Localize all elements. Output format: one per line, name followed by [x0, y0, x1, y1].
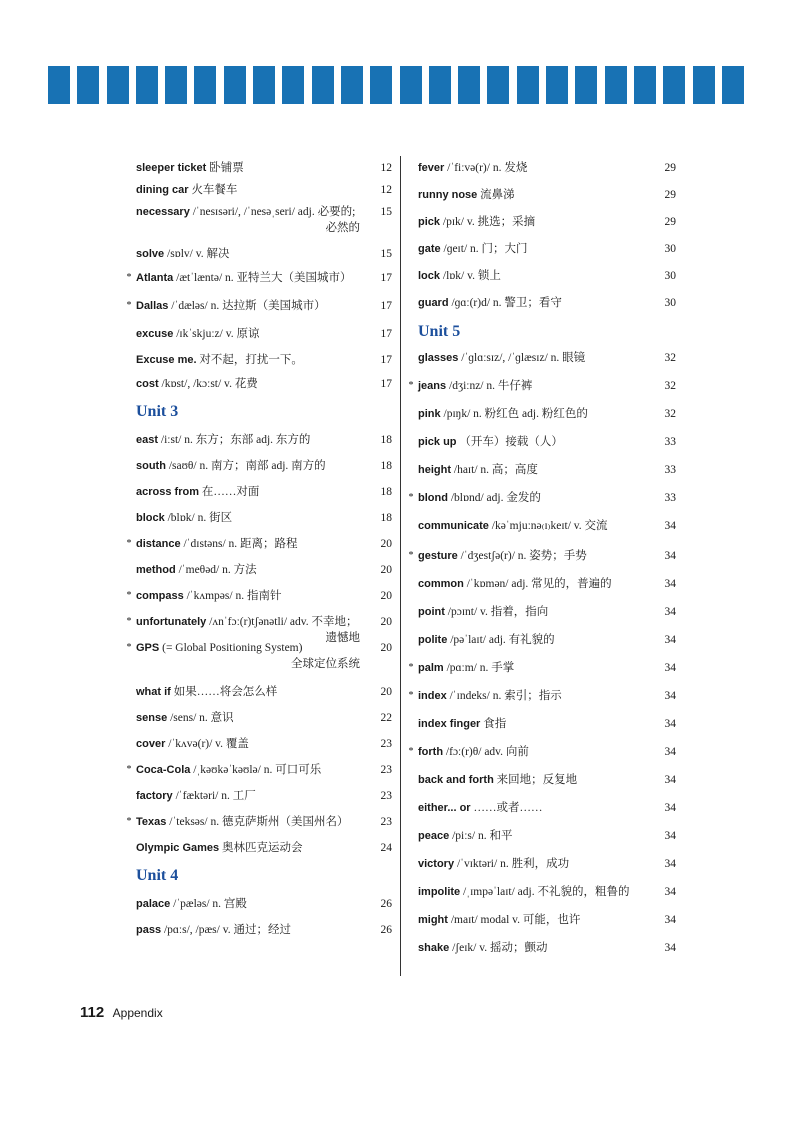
vocab-page-number: 22 — [380, 712, 392, 724]
vocab-page-number: 17 — [380, 328, 392, 340]
vocab-page-number: 32 — [664, 408, 676, 420]
vocab-entry — [406, 378, 676, 406]
vocab-word: solve — [136, 248, 165, 260]
vocab-entry — [406, 160, 676, 187]
vocab-entry — [124, 326, 392, 352]
vocab-page-number: 34 — [664, 550, 676, 562]
vocab-definition: /iːst/ n. 东方；东部 adj. 东方的 — [158, 434, 311, 446]
vocab-definition: /ˈdæləs/ n. 达拉斯（美国城市） — [168, 300, 326, 312]
vocab-definition: /ˈdɪstəns/ n. 距离；路程 — [180, 538, 298, 550]
vocab-entry — [124, 246, 392, 270]
vocab-word: dining car — [136, 184, 189, 196]
vocab-word: back and forth — [418, 774, 494, 786]
vocab-entry — [406, 548, 676, 576]
star-mark-icon: * — [126, 590, 132, 601]
vocab-page-number: 34 — [664, 858, 676, 870]
band-block — [458, 66, 480, 104]
vocab-word: south — [136, 460, 166, 472]
band-block — [575, 66, 597, 104]
vocab-definition: /blɒnd/ adj. 金发的 — [447, 492, 541, 504]
vocab-definition: /ɡɑː(r)d/ n. 警卫；看守 — [448, 297, 562, 309]
vocab-word: either... or — [418, 802, 471, 814]
vocab-word: excuse — [136, 328, 174, 340]
vocab-entry — [406, 214, 676, 241]
vocab-definition: (= Global Positioning System) — [159, 642, 303, 654]
star-mark-icon: * — [126, 642, 132, 653]
vocab-page-number: 30 — [664, 297, 676, 309]
vocab-page-number: 17 — [380, 354, 392, 366]
vocab-page-number: 23 — [380, 764, 392, 776]
vocab-entry — [406, 940, 676, 968]
vocab-word: Coca-Cola — [136, 764, 191, 776]
vocab-word: victory — [418, 858, 455, 870]
header-band — [48, 66, 744, 104]
vocab-entry — [124, 458, 392, 484]
vocab-entry — [406, 688, 676, 716]
vocab-word: shake — [418, 942, 450, 954]
vocab-word: necessary — [136, 206, 190, 218]
vocab-word: blond — [418, 492, 448, 504]
vocab-definition: /ʌnˈfɔː(r)tʃənətli/ adv. 不幸地； — [206, 616, 358, 628]
band-block — [77, 66, 99, 104]
vocab-page-number: 18 — [380, 486, 392, 498]
vocab-entry — [124, 352, 392, 376]
vocab-page-number: 34 — [664, 634, 676, 646]
vocab-page-number: 32 — [664, 380, 676, 392]
vocab-page-number: 12 — [380, 184, 392, 196]
vocab-entry — [124, 510, 392, 536]
vocab-word: method — [136, 564, 176, 576]
vocab-word: sleeper ticket — [136, 162, 207, 174]
footer-label: Appendix — [112, 1006, 163, 1020]
band-block — [48, 66, 70, 104]
vocab-word: lock — [418, 270, 441, 282]
vocab-entry — [124, 736, 392, 762]
vocab-definition: /sɒlv/ v. 解决 — [164, 248, 230, 260]
vocab-page-number: 24 — [380, 842, 392, 854]
vocab-page-number: 34 — [664, 942, 676, 954]
vocab-page-number: 12 — [380, 162, 392, 174]
star-mark-icon: * — [126, 300, 132, 311]
star-mark-icon: * — [126, 272, 132, 283]
band-block — [634, 66, 656, 104]
vocab-word: sense — [136, 712, 168, 724]
vocab-page-number: 34 — [664, 774, 676, 786]
vocab-definition: 来回地；反复地 — [493, 774, 578, 786]
vocab-definition: 对不起，打扰一下。 — [196, 354, 303, 366]
vocab-page-number: 18 — [380, 434, 392, 446]
vocab-definition: /kəˈmjuːnə₍ɪ₎keɪt/ v. 交流 — [488, 520, 608, 532]
vocab-word: palm — [418, 662, 444, 674]
vocab-word: guard — [418, 297, 449, 309]
vocab-definition: /sens/ n. 意识 — [167, 712, 234, 724]
vocab-entry — [406, 884, 676, 912]
vocab-word: pick — [418, 216, 441, 228]
vocab-entry — [124, 788, 392, 814]
vocab-page-number: 33 — [664, 492, 676, 504]
vocab-entry — [406, 518, 676, 548]
vocab-definition: /ˈpæləs/ n. 宫殿 — [170, 898, 247, 910]
vocab-definition: /pɪk/ v. 挑选；采摘 — [440, 216, 536, 228]
band-block — [663, 66, 685, 104]
band-block — [370, 66, 392, 104]
band-block — [487, 66, 509, 104]
vocab-word: factory — [136, 790, 173, 802]
vocab-definition: /ˈnesɪsəri/, /ˈnesəˌseri/ adj. 必要的; — [189, 206, 356, 218]
star-mark-icon: * — [408, 662, 414, 673]
star-mark-icon: * — [126, 764, 132, 775]
vocab-entry — [124, 182, 392, 204]
vocab-definition: /kɒst/, /kɔːst/ v. 花费 — [158, 378, 258, 390]
vocab-page-number: 34 — [664, 520, 676, 532]
vocab-entry — [406, 406, 676, 434]
vocab-definition: /pəˈlaɪt/ adj. 有礼貌的 — [447, 634, 555, 646]
vocab-entry — [124, 762, 392, 788]
vocab-page-number: 32 — [664, 352, 676, 364]
vocab-entry — [124, 432, 392, 458]
vocab-word: east — [136, 434, 159, 446]
vocab-word: unfortunately — [136, 616, 207, 628]
vocab-word: polite — [418, 634, 448, 646]
vocab-entry — [406, 241, 676, 268]
vocab-page-number: 23 — [380, 738, 392, 750]
vocab-word: forth — [418, 746, 444, 758]
vocab-page-number: 20 — [380, 538, 392, 550]
vocab-page-number: 20 — [380, 616, 392, 628]
vocab-page-number: 34 — [664, 802, 676, 814]
vocab-definition: （开车）接载（人） — [456, 436, 563, 448]
band-block — [605, 66, 627, 104]
vocab-definition: 如果……将会怎么样 — [170, 686, 278, 698]
vocab-definition: /ɡeɪt/ n. 门；大门 — [440, 243, 528, 255]
band-block — [400, 66, 422, 104]
vocab-entry — [406, 856, 676, 884]
vocab-word: GPS — [136, 642, 160, 654]
vocab-word: compass — [136, 590, 184, 602]
vocab-definition: /dʒiːnz/ n. 牛仔裤 — [446, 380, 533, 392]
band-block — [194, 66, 216, 104]
vocab-page-number: 34 — [664, 830, 676, 842]
vocab-entry — [406, 912, 676, 940]
vocab-definition: 在……对面 — [198, 486, 260, 498]
vocab-word: pass — [136, 924, 162, 936]
vocab-definition: /ˈfæktəri/ n. 工厂 — [172, 790, 256, 802]
vocab-page-number: 26 — [380, 898, 392, 910]
vocab-page-number: 29 — [664, 162, 676, 174]
vocab-entry — [406, 800, 676, 828]
vocab-page-number: 34 — [664, 886, 676, 898]
vocab-entry — [406, 490, 676, 518]
page-footer — [80, 1004, 163, 1022]
vocab-page-number: 29 — [664, 189, 676, 201]
star-mark-icon: * — [126, 538, 132, 549]
vocab-definition: /pɑːm/ n. 手掌 — [443, 662, 515, 674]
vocab-definition: ……或者…… — [470, 802, 543, 814]
vocab-word: common — [418, 578, 464, 590]
vocab-page-number: 23 — [380, 816, 392, 828]
vocab-word: distance — [136, 538, 181, 550]
vocab-page-number: 34 — [664, 690, 676, 702]
vocab-definition: /ætˈlæntə/ n. 亚特兰大（美国城市） — [173, 272, 352, 284]
vocab-entry — [124, 840, 392, 866]
vocab-entry — [124, 298, 392, 326]
vocab-entry — [124, 814, 392, 840]
vocab-definition: 食指 — [480, 718, 507, 730]
vocab-definition: /ˈvɪktəri/ n. 胜利，成功 — [454, 858, 570, 870]
vocab-page-number: 15 — [380, 206, 392, 218]
vocab-entry — [406, 576, 676, 604]
vocab-definition: 火车餐车 — [188, 184, 238, 196]
vocab-word: index finger — [418, 718, 481, 730]
vocab-page-number: 34 — [664, 718, 676, 730]
star-mark-icon: * — [408, 746, 414, 757]
vocab-column-left — [124, 160, 392, 948]
vocab-definition: /ˈteksəs/ n. 德克萨斯州（美国州名） — [166, 816, 349, 828]
vocab-definition: /ˈɪndeks/ n. 索引；指示 — [446, 690, 562, 702]
vocab-definition: /ˈdʒestʃə(r)/ n. 姿势；手势 — [457, 550, 587, 562]
vocab-definition: /haɪt/ n. 高；高度 — [451, 464, 538, 476]
band-block — [312, 66, 334, 104]
star-mark-icon: * — [408, 492, 414, 503]
vocab-word: gesture — [418, 550, 458, 562]
vocab-entry — [124, 640, 392, 684]
unit-heading: Unit 3 — [136, 403, 179, 420]
vocab-word: palace — [136, 898, 171, 910]
vocab-definition: /ˌkəʊkəˈkəʊlə/ n. 可口可乐 — [190, 764, 322, 776]
vocab-word: glasses — [418, 352, 459, 364]
vocab-definition-cont: 全球定位系统 — [291, 658, 360, 670]
star-mark-icon: * — [126, 816, 132, 827]
vocab-word: cover — [136, 738, 166, 750]
vocab-word: Olympic Games — [136, 842, 220, 854]
vocab-word: height — [418, 464, 451, 476]
band-block — [722, 66, 744, 104]
vocab-definition: /ˈkɒmən/ adj. 常见的，普遍的 — [463, 578, 612, 590]
vocab-entry — [406, 434, 676, 462]
vocab-entry — [124, 922, 392, 948]
vocab-page-number: 34 — [664, 914, 676, 926]
vocab-entry — [406, 462, 676, 490]
vocab-page-number: 17 — [380, 378, 392, 390]
vocab-word: pick up — [418, 436, 457, 448]
vocab-definition: /saʊθ/ n. 南方；南部 adj. 南方的 — [165, 460, 326, 472]
vocab-definition: /fɔː(r)θ/ adv. 向前 — [443, 746, 529, 758]
unit-heading: Unit 5 — [418, 323, 461, 340]
vocab-word: fever — [418, 162, 445, 174]
star-mark-icon: * — [408, 690, 414, 701]
vocab-page-number: 18 — [380, 460, 392, 472]
vocab-entry — [406, 716, 676, 744]
vocab-word: communicate — [418, 520, 489, 532]
page-number: 112 — [80, 1004, 105, 1021]
vocab-entry — [124, 376, 392, 402]
vocab-entry — [124, 270, 392, 298]
star-mark-icon: * — [126, 616, 132, 627]
vocab-entry — [406, 268, 676, 295]
vocab-definition: /blɒk/ n. 街区 — [164, 512, 233, 524]
vocab-entry — [124, 204, 392, 246]
vocab-column-right — [406, 160, 676, 968]
vocab-word: cost — [136, 378, 159, 390]
vocab-definition: /ʃeɪk/ v. 摇动；颤动 — [449, 942, 548, 954]
vocab-page-number: 18 — [380, 512, 392, 524]
unit-heading: Unit 4 — [136, 867, 179, 884]
vocab-entry — [124, 562, 392, 588]
vocab-entry — [124, 710, 392, 736]
band-block — [224, 66, 246, 104]
vocab-page-number: 33 — [664, 464, 676, 476]
vocab-entry — [406, 828, 676, 856]
vocab-word: Atlanta — [136, 272, 174, 284]
column-divider — [400, 156, 401, 976]
vocab-word: point — [418, 606, 445, 618]
vocab-page-number: 15 — [380, 248, 392, 260]
vocab-page-number: 34 — [664, 662, 676, 674]
star-mark-icon: * — [408, 550, 414, 561]
vocab-entry — [124, 536, 392, 562]
vocab-definition-cont: 必然的 — [325, 222, 360, 234]
vocab-entry — [406, 660, 676, 688]
band-block — [546, 66, 568, 104]
vocab-definition: /ˈfiːvə(r)/ n. 发烧 — [444, 162, 528, 174]
vocab-entry — [406, 772, 676, 800]
vocab-page-number: 29 — [664, 216, 676, 228]
vocab-definition: 奥林匹克运动会 — [219, 842, 303, 854]
vocab-definition: /ˈɡlɑːsɪz/, /ˈɡlæsɪz/ n. 眼镜 — [458, 352, 586, 364]
vocab-entry — [406, 744, 676, 772]
vocab-page-number: 20 — [380, 686, 392, 698]
band-block — [136, 66, 158, 104]
band-block — [517, 66, 539, 104]
vocab-entry — [406, 187, 676, 214]
vocab-page-number: 26 — [380, 924, 392, 936]
vocab-word: index — [418, 690, 447, 702]
star-mark-icon: * — [408, 380, 414, 391]
vocab-entry — [124, 160, 392, 182]
vocab-word: across from — [136, 486, 199, 498]
band-block — [693, 66, 715, 104]
vocab-definition: /ˌɪmpəˈlaɪt/ adj. 不礼貌的，粗鲁的 — [460, 886, 630, 898]
band-block — [282, 66, 304, 104]
vocab-definition: /ˈkʌvə(r)/ v. 覆盖 — [165, 738, 249, 750]
vocab-page-number: 33 — [664, 436, 676, 448]
vocab-word: block — [136, 512, 165, 524]
vocab-entry — [124, 614, 392, 644]
vocab-entry — [406, 350, 676, 378]
vocab-page-number: 17 — [380, 272, 392, 284]
vocab-definition: /piːs/ n. 和平 — [449, 830, 513, 842]
vocab-word: Texas — [136, 816, 167, 828]
vocab-entry — [124, 684, 392, 710]
vocab-definition: /pɔɪnt/ v. 指着，指向 — [444, 606, 549, 618]
vocab-definition: /ˈkʌmpəs/ n. 指南针 — [183, 590, 282, 602]
vocab-page-number: 20 — [380, 642, 392, 654]
vocab-word: might — [418, 914, 448, 926]
vocab-entry — [406, 632, 676, 660]
vocab-page-number: 20 — [380, 590, 392, 602]
vocab-definition: /pɑːs/, /pæs/ v. 通过；经过 — [161, 924, 291, 936]
vocab-page-number: 34 — [664, 578, 676, 590]
vocab-word: runny nose — [418, 189, 478, 201]
vocab-definition: /maɪt/ modal v. 可能，也许 — [447, 914, 581, 926]
vocab-entry — [406, 295, 676, 322]
vocab-page-number: 17 — [380, 300, 392, 312]
vocab-page-number: 34 — [664, 746, 676, 758]
vocab-word: Dallas — [136, 300, 169, 312]
band-block — [107, 66, 129, 104]
vocab-definition: 卧铺票 — [206, 162, 244, 174]
band-block — [429, 66, 451, 104]
vocab-definition: /lɒk/ v. 锁上 — [440, 270, 501, 282]
vocab-definition: /ˈmeθəd/ n. 方法 — [175, 564, 257, 576]
vocab-entry — [124, 588, 392, 614]
vocab-entry — [124, 896, 392, 922]
vocab-entry — [406, 604, 676, 632]
vocab-definition: /pɪŋk/ n. 粉红色 adj. 粉红色的 — [440, 408, 588, 420]
band-block — [253, 66, 275, 104]
vocab-page-number: 30 — [664, 243, 676, 255]
vocab-page-number: 30 — [664, 270, 676, 282]
vocab-word: peace — [418, 830, 450, 842]
vocab-page-number: 20 — [380, 564, 392, 576]
vocab-word: what if — [136, 686, 171, 698]
vocab-word: pink — [418, 408, 441, 420]
vocab-definition: 流鼻涕 — [477, 189, 515, 201]
band-block — [165, 66, 187, 104]
vocab-word: impolite — [418, 886, 461, 898]
vocab-definition-cont: 遗憾地 — [325, 632, 360, 644]
vocab-definition: /ɪkˈskjuːz/ v. 原谅 — [173, 328, 260, 340]
vocab-word: gate — [418, 243, 441, 255]
vocab-entry — [124, 484, 392, 510]
band-block — [341, 66, 363, 104]
vocab-word: jeans — [418, 380, 447, 392]
vocab-word: Excuse me. — [136, 354, 197, 366]
vocab-page-number: 34 — [664, 606, 676, 618]
vocab-page-number: 23 — [380, 790, 392, 802]
